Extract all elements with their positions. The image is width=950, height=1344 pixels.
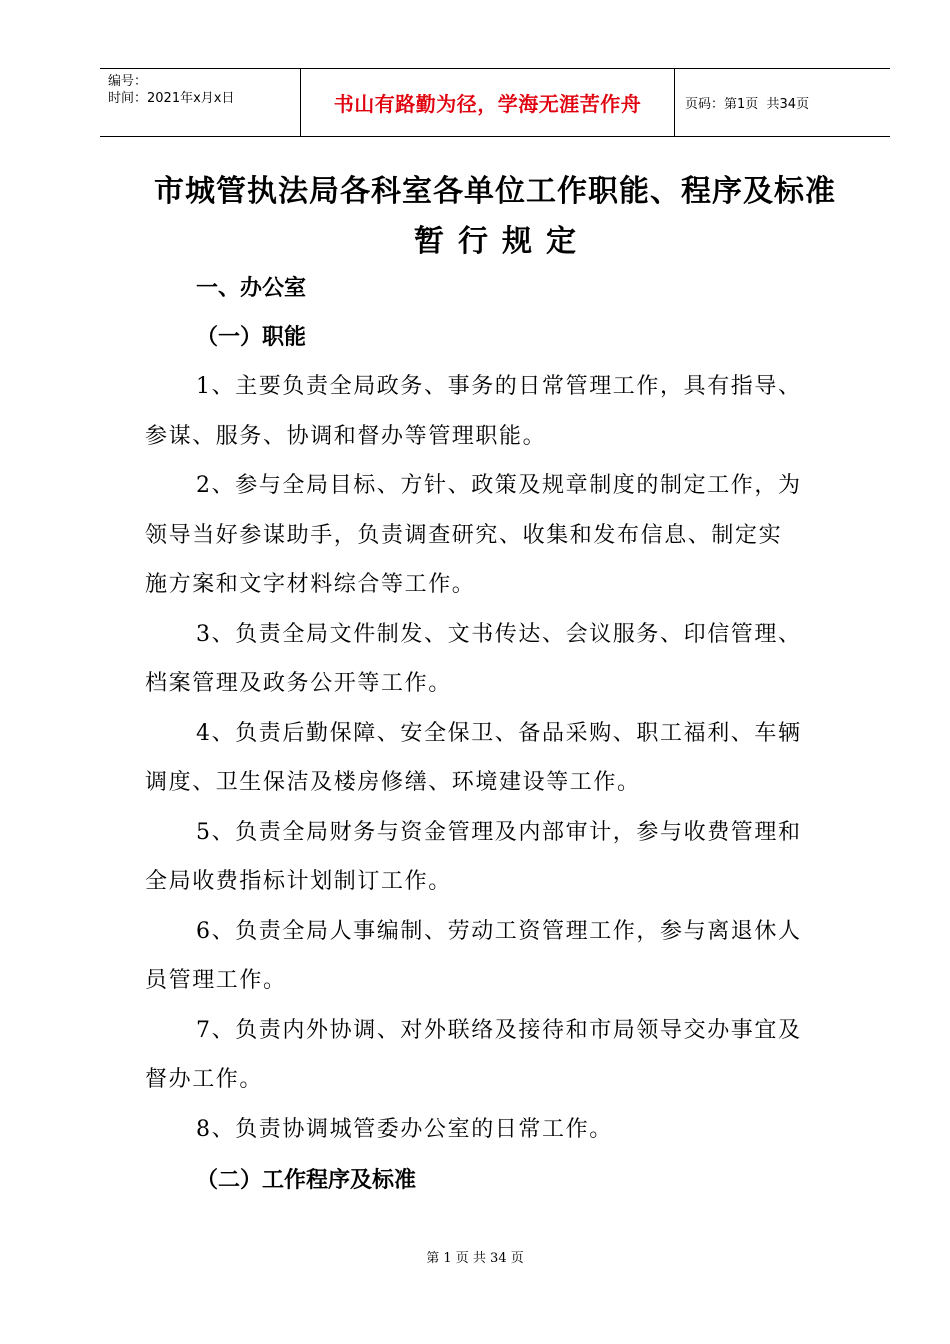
body-line: 6、负责全局人事编制、劳动工资管理工作，参与离退休人	[196, 919, 802, 944]
body-line: 8、负责协调城管委办公室的日常工作。	[196, 1117, 613, 1142]
subsection-heading-procedures: （二）工作程序及标准	[196, 1168, 417, 1193]
page-header	[100, 68, 890, 137]
body-line: 参谋、服务、协调和督办等管理职能。	[145, 424, 547, 449]
body-line: 3、负责全局文件制发、文书传达、会议服务、印信管理、	[196, 622, 802, 647]
document-subtitle: 暂行规定	[414, 224, 590, 259]
body-line: 5、负责全局财务与资金管理及内部审计，参与收费管理和	[196, 820, 802, 845]
section-heading: 一、办公室	[196, 276, 307, 301]
header-meta	[100, 69, 301, 136]
page-footer: 第 1 页 共 34 页	[426, 1251, 524, 1266]
body-line: 施方案和文字材料综合等工作。	[145, 572, 476, 597]
document-time-label: 时间：2021年x月x日	[108, 91, 235, 106]
body-line: 领导当好参谋助手，负责调查研究、收集和发布信息、制定实	[145, 523, 783, 548]
document-number-label: 编号：	[108, 74, 148, 89]
body-line: 全局收费指标计划制订工作。	[145, 869, 452, 894]
body-line: 调度、卫生保洁及楼房修缮、环境建设等工作。	[145, 770, 641, 795]
header-page-info: 页码：第1页 共34页	[685, 97, 810, 112]
header-motto: 书山有路勤为径，学海无涯苦作舟	[301, 69, 675, 136]
body-line: 督办工作。	[145, 1067, 264, 1092]
subsection-heading-functions: （一）职能	[196, 325, 307, 350]
body-line: 2、参与全局目标、方针、政策及规章制度的制定工作，为	[196, 473, 802, 498]
body-line: 档案管理及政务公开等工作。	[145, 671, 452, 696]
body-line: 7、负责内外协调、对外联络及接待和市局领导交办事宜及	[196, 1018, 802, 1043]
body-line: 员管理工作。	[145, 968, 287, 993]
body-line: 4、负责后勤保障、安全保卫、备品采购、职工福利、车辆	[196, 721, 802, 746]
body-line: 1、主要负责全局政务、事务的日常管理工作，具有指导、	[196, 374, 802, 399]
document-title: 市城管执法局各科室各单位工作职能、程序及标准	[154, 174, 836, 209]
